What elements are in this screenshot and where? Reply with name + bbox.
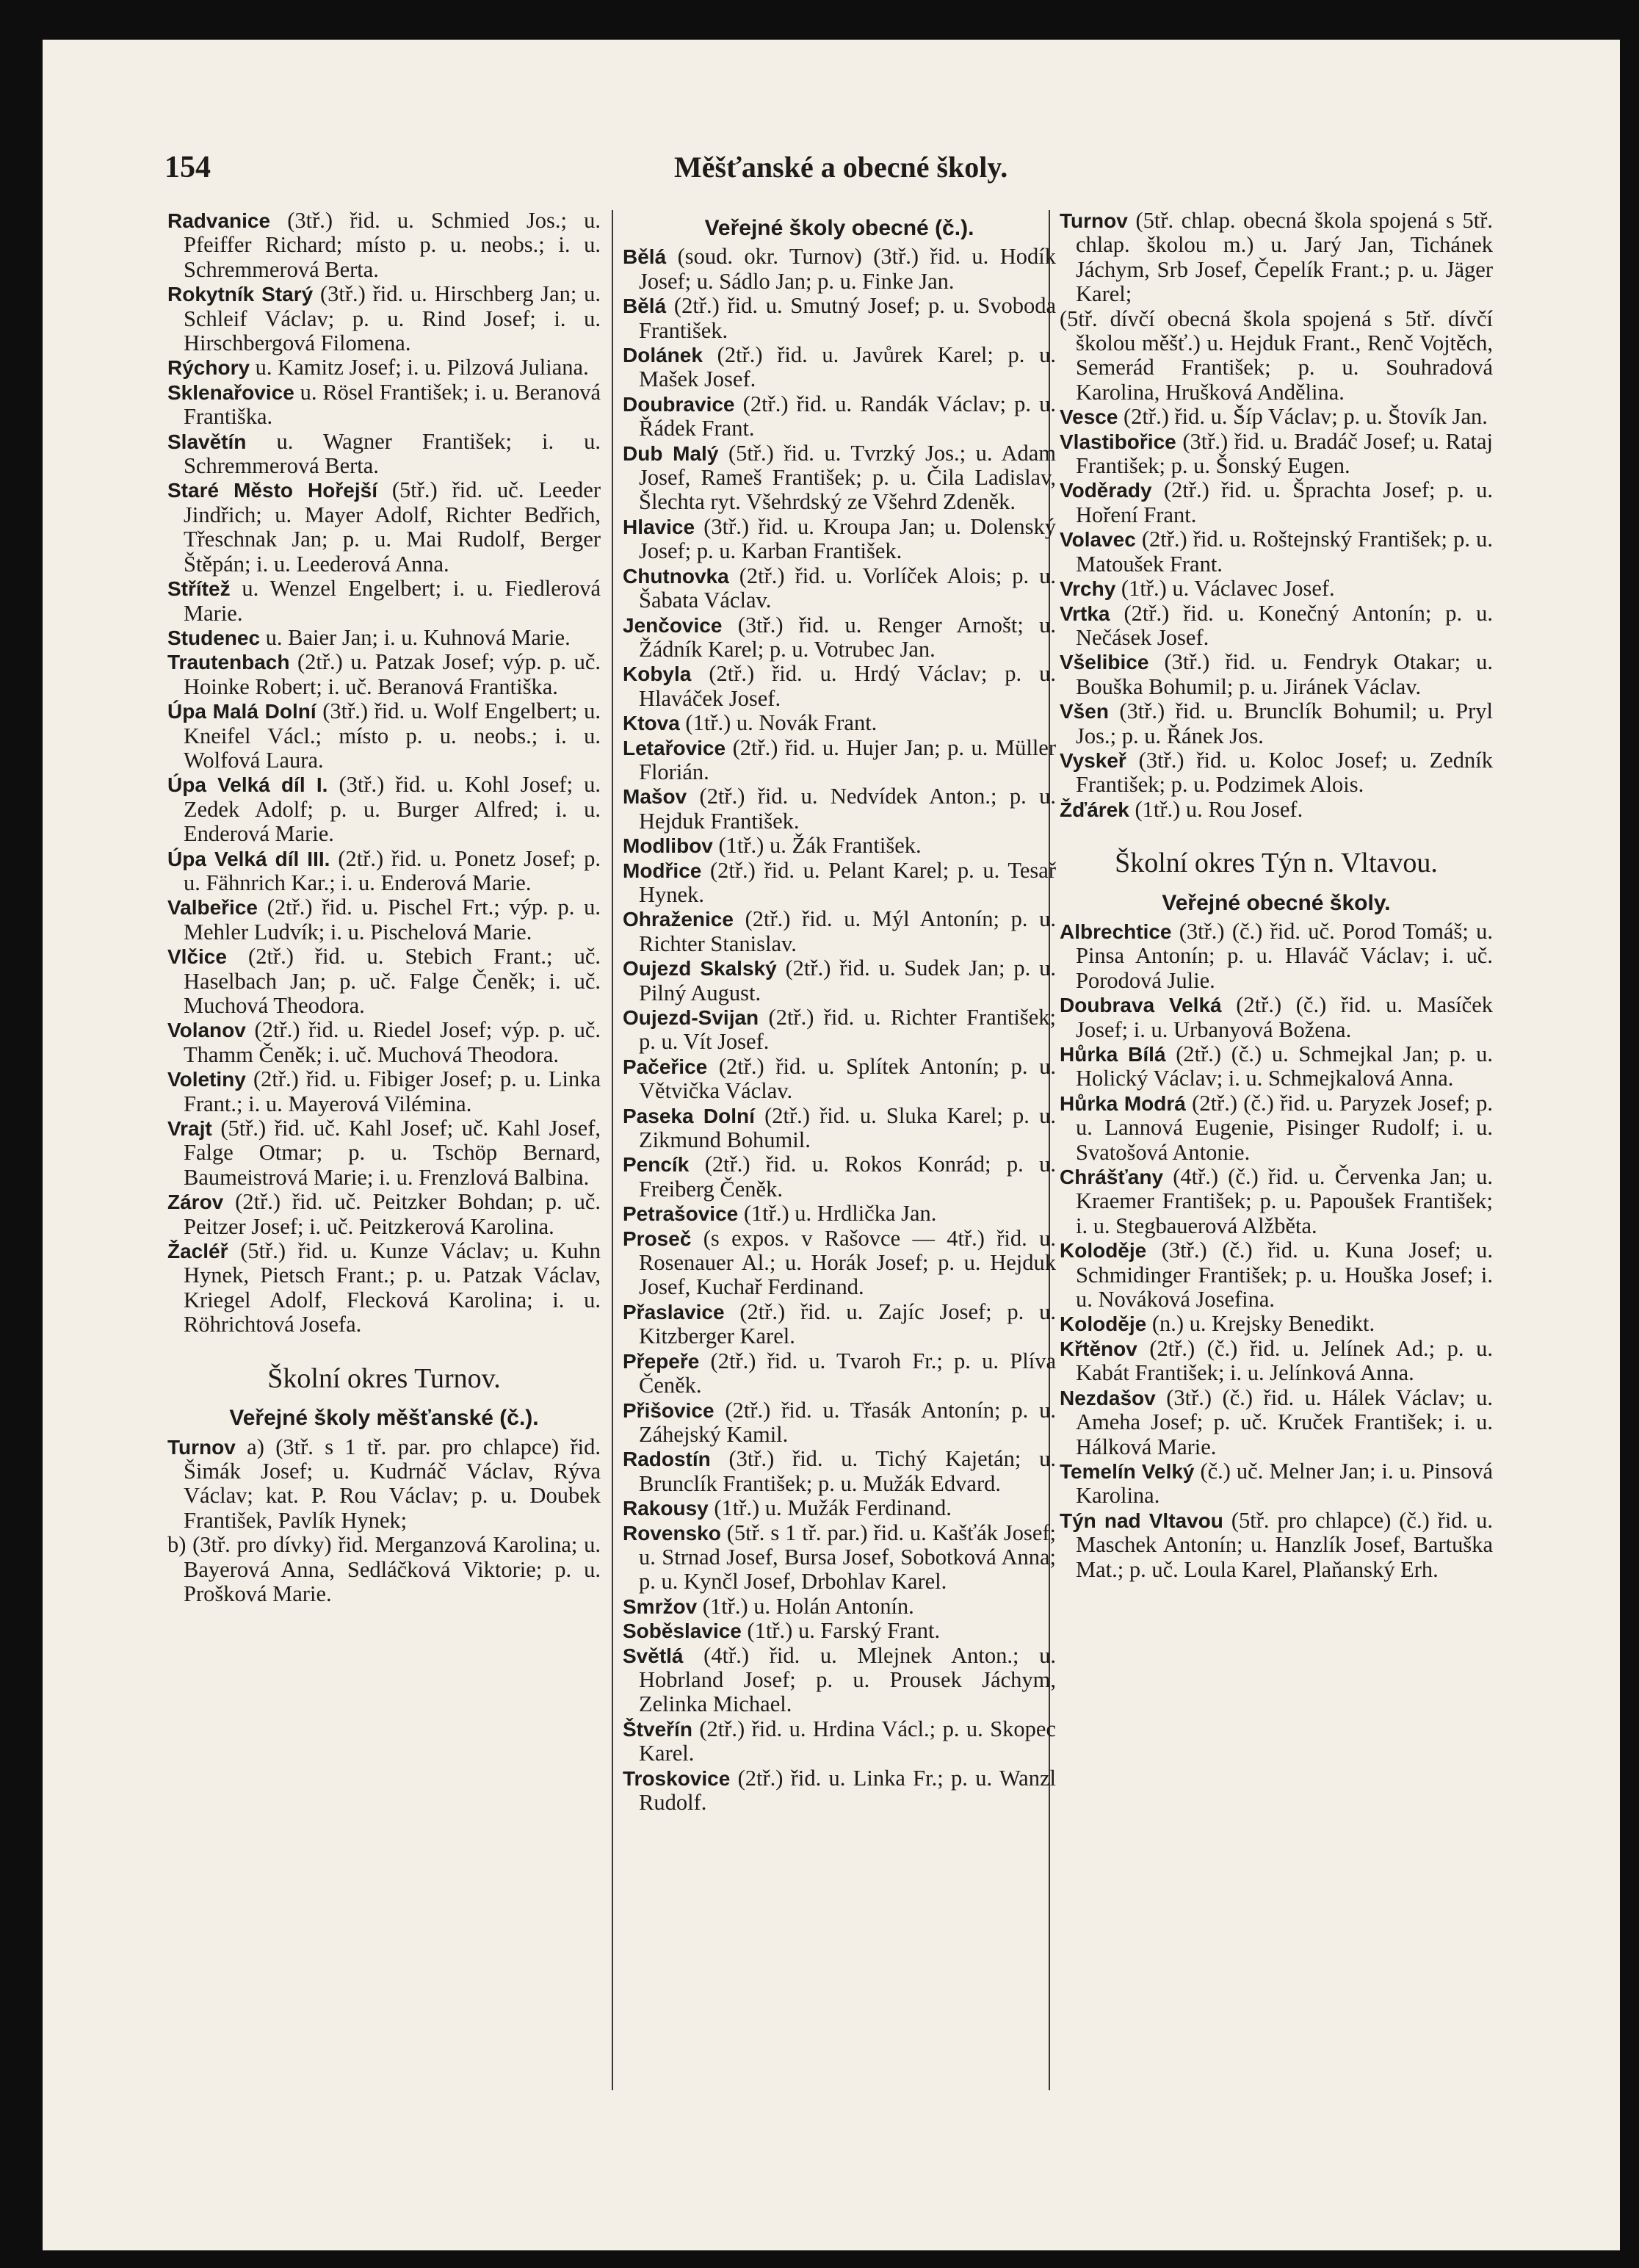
directory-entry — [623, 859, 1056, 908]
directory-entry — [1060, 478, 1493, 527]
entry-text: (2tř.) (č.) řid. u. Jelínek Ad.; p. u. Kabát František; i. u. Jelínková Anna. — [1076, 1335, 1493, 1386]
directory-entry — [1060, 650, 1493, 699]
entry-text: (5tř. s 1 tř. par.) řid. u. Kašťák Josef; u. Strnad Josef, Bursa Josef, Sobotková Anna; p. u. Kynčl Josef, Drbohlav Karel. — [639, 1520, 1056, 1595]
place-name: Volanov — [167, 1019, 246, 1042]
place-name: Kobyla — [623, 662, 692, 686]
place-name: Rokytník Starý — [167, 283, 314, 306]
place-name: Rovensko — [623, 1521, 721, 1545]
directory-entry — [623, 834, 1056, 858]
directory-entry — [623, 736, 1056, 785]
directory-entry — [167, 209, 601, 282]
directory-entry — [623, 1055, 1056, 1104]
entry-text: (2tř.) (č.) řid. u. Paryzek Josef; p. u. Lannová Eugenie, Pisinger Rudolf; i. u. Svatošová Antonie. — [1076, 1090, 1493, 1165]
directory-entry — [623, 1644, 1056, 1717]
place-name: Bělá — [623, 295, 667, 318]
directory-entry — [1060, 1091, 1493, 1165]
place-name: Jenčovice — [623, 613, 723, 637]
entry-text: (2tř.) řid. u. Nedvídek Anton.; p. u. Hejduk František. — [639, 784, 1056, 834]
entry-text: (2tř.) řid. u. Zajíc Josef; p. u. Kitzberger Karel. — [639, 1299, 1056, 1349]
place-name: Světlá — [623, 1644, 684, 1667]
place-name: Proseč — [623, 1227, 692, 1250]
entry-text: (3tř.) řid. u. Koloc Josef; u. Zedník František; p. u. Podzimek Alois. — [1076, 747, 1493, 798]
place-name: Chrášťany — [1060, 1166, 1164, 1189]
entry-text: (2tř.) řid. u. Hujer Jan; p. u. Müller Florián. — [639, 734, 1056, 784]
entry-text: (3tř.) řid. u. Brunclík Bohumil; u. Pryl Jos.; p. u. Řánek Jos. — [1076, 698, 1493, 748]
entry-text: (1tř.) u. Farský Frant. — [741, 1618, 941, 1644]
entry-text: (2tř.) řid. u. Vorlíček Alois; p. u. Šabata Václav. — [639, 563, 1056, 613]
directory-entry — [167, 895, 601, 945]
place-name: Týn nad Vltavou — [1060, 1509, 1223, 1532]
entry-text: u. Baier Jan; i. u. Kuhnová Marie. — [260, 624, 571, 650]
entry-text: (2tř.) (č.) řid. u. Masíček Josef; i. u. Urbanyová Božena. — [1076, 992, 1493, 1042]
place-name: Radostín — [623, 1448, 711, 1471]
entry-text: (soud. okr. Turnov) (3tř.) řid. u. Hodík Josef; u. Sádlo Jan; p. u. Finke Jan. — [639, 244, 1056, 294]
place-name: Volavec — [1060, 528, 1136, 552]
entry-text: (2tř.) řid. u. Tvaroh Fr.; p. u. Plíva Čeněk. — [639, 1348, 1056, 1398]
directory-entry — [623, 1766, 1056, 1816]
directory-entry — [623, 343, 1056, 392]
entry-text: u. Wagner František; i. u. Schremmerová Berta. — [184, 428, 601, 479]
entry-text: (2tř.) řid. u. Hrdina Václ.; p. u. Skopec Karel. — [639, 1716, 1056, 1766]
place-name: Žďárek — [1060, 798, 1129, 821]
place-name: Hůrka Bílá — [1060, 1043, 1166, 1066]
column-divider — [612, 210, 613, 2090]
place-name: Střítež — [167, 577, 231, 601]
place-name: Sklenařovice — [167, 380, 294, 404]
entry-text: (3tř.) řid. u. Fendryk Otakar; u. Bouška Bohumil; p. u. Jiránek Václav. — [1076, 649, 1493, 699]
place-name: Voletiny — [167, 1068, 246, 1091]
directory-entry — [167, 1018, 601, 1067]
entry-text: (2tř.) řid. u. Randák Václav; p. u. Řádek Frant. — [639, 391, 1056, 441]
directory-entry — [1060, 602, 1493, 651]
directory-entry — [1060, 307, 1493, 405]
place-name: Oujezd Skalský — [623, 957, 777, 980]
entry-text: (5tř.) řid. u. Kunze Václav; u. Kuhn Hynek, Pietsch Frant.; p. u. Patzak Václav, Kriegel Adolf, Flecková Karolina; i. u. Röhrichtová Josefa. — [184, 1238, 601, 1337]
entry-text: (3tř.) řid. u. Bradáč Josef; u. Rataj František; p. u. Šonský Eugen. — [1076, 428, 1493, 479]
entry-text: (2tř.) řid. u. Sluka Karel; p. u. Zikmund Bohumil. — [639, 1102, 1056, 1153]
place-name: Úpa Malá Dolní — [167, 700, 316, 723]
place-name: Hlavice — [623, 515, 695, 538]
entry-text: (3tř.) řid. u. Kroupa Jan; u. Dolenský Josef; p. u. Karban František. — [639, 513, 1056, 564]
place-name: Ohraženice — [623, 908, 734, 931]
place-name: Studenec — [167, 626, 261, 649]
directory-entry — [623, 1300, 1056, 1349]
entry-text: (3tř.) řid. u. Hirschberg Jan; u. Schleif Václav; p. u. Rind Josef; i. u. Hirschbergová Filomena. — [184, 281, 601, 356]
entry-text: (2tř.) řid. u. Šprachta Josef; p. u. Hoření Frant. — [1076, 477, 1493, 527]
page-number: 154 — [164, 151, 211, 184]
place-name: Všen — [1060, 700, 1109, 723]
entry-text: a) (3tř. s 1 tř. par. pro chlapce) řid. Šimák Josef; u. Kudrnáč Václav, Rýva Václav; kat. P. Rou Václav; p. u. Doubek František, Pavlík Hynek; — [184, 1434, 601, 1533]
place-name: Přišovice — [623, 1398, 714, 1422]
place-name: Bělá — [623, 245, 667, 269]
entry-text: (2tř.) řid. u. Konečný Antonín; p. u. Nečásek Josef. — [1076, 600, 1493, 650]
entry-text: (2tř.) řid. u. Pischel Frt.; výp. p. u. Mehler Ludvík; i. u. Pischelová Marie. — [184, 895, 601, 945]
place-name: Dolánek — [623, 344, 703, 367]
entry-text: (3tř.) řid. u. Renger Arnošt; u. Žádník Karel; p. u. Votrubec Jan. — [639, 612, 1056, 662]
directory-entry — [623, 515, 1056, 564]
directory-entry — [623, 711, 1056, 735]
place-name: Albrechtice — [1060, 920, 1172, 943]
entry-text: (1tř.) u. Novák Frant. — [679, 710, 878, 736]
directory-entry — [1060, 1386, 1493, 1459]
directory-entry — [167, 577, 601, 626]
directory-entry — [623, 1152, 1056, 1202]
place-name: Štveřín — [623, 1717, 692, 1741]
directory-entry — [1060, 1459, 1493, 1509]
directory-entry — [623, 1521, 1056, 1595]
entry-text: (3tř.) (č.) řid. u. Hálek Václav; u. Ameha Josef; p. uč. Kruček František; i. u. Hálková Marie. — [1076, 1384, 1493, 1459]
directory-entry — [623, 907, 1056, 956]
entry-text: (1tř.) u. Žák František. — [712, 833, 922, 859]
entry-text: (3tř.) řid. u. Schmied Jos.; u. Pfeiffer Richard; místo p. u. neobs.; i. u. Schremmerová Berta. — [184, 208, 601, 282]
place-name: Turnov — [167, 1435, 236, 1459]
entry-text: (2tř.) řid. u. Fibiger Josef; p. u. Linka Frant.; i. u. Mayerová Vilémina. — [184, 1066, 601, 1116]
entry-text: b) (3tř. pro dívky) řid. Merganzová Karolina; u. Bayerová Anna, Sedláčková Viktorie; p. u. Prošková Marie. — [167, 1532, 601, 1606]
place-name: Vrajt — [167, 1117, 212, 1141]
entry-text: (1tř.) u. Václavec Josef. — [1115, 576, 1335, 602]
directory-entry — [167, 626, 601, 650]
place-name: Pačeřice — [623, 1055, 708, 1078]
directory-entry — [1060, 405, 1493, 429]
district-heading: Školní okres Turnov. — [267, 1362, 501, 1394]
directory-entry — [623, 564, 1056, 613]
entry-text: (4tř.) řid. u. Mlejnek Anton.; u. Hobrland Josef; p. u. Prousek Jáchym, Zelinka Michael. — [639, 1642, 1056, 1717]
place-name: Pencík — [623, 1153, 690, 1177]
directory-entry — [623, 613, 1056, 662]
directory-entry — [1060, 1337, 1493, 1386]
directory-entry — [167, 699, 601, 773]
directory-entry — [1060, 798, 1493, 822]
entry-text: (3tř.) (č.) řid. uč. Porod Tomáš; u. Pinsa Antonín; p. u. Hlaváč Václav; i. uč. Porodová Julie. — [1076, 918, 1493, 993]
book-page — [43, 40, 1620, 2250]
place-name: Doubravice — [623, 392, 735, 416]
directory-entry — [623, 956, 1056, 1005]
entry-text: (5tř. chlap. obecná škola spojená s 5tř. chlap. školou m.) u. Jarý Jan, Tichánek Jáchym, Srb Josef, Čepelík Frant.; p. u. Jäger Karel; — [1076, 208, 1493, 307]
directory-entry — [623, 662, 1056, 711]
entry-text: (s expos. v Rašovce — 4tř.) řid. u. Rosenauer Al.; u. Horák Josef; p. u. Hejduk Josef, Kuchař Ferdinand. — [639, 1225, 1056, 1300]
entry-text: (2tř.) (č.) u. Schmejkal Jan; p. u. Holický Václav; i. u. Schmejkalová Anna. — [1076, 1041, 1494, 1091]
place-name: Temelín Velký — [1060, 1459, 1195, 1483]
directory-entry — [1060, 920, 1493, 993]
entry-text: (5tř. pro chlapce) (č.) řid. u. Maschek Antonín; u. Hanzlík Josef, Bartuška Mat.; p. uč. Loula Karel, Plaňanský Erh. — [1076, 1507, 1493, 1582]
entry-text: (č.) uč. Melner Jan; i. u. Pinsová Karolina. — [1076, 1458, 1493, 1509]
directory-entry — [167, 1190, 601, 1239]
directory-entry — [167, 650, 601, 699]
place-name: Slavětín — [167, 430, 247, 453]
entry-text: (1tř.) u. Hrdlička Jan. — [738, 1201, 937, 1227]
entry-text: (2tř.) řid. u. Roštejnský František; p. u. Matoušek Frant. — [1076, 527, 1493, 577]
entry-text: (1tř.) u. Mužák Ferdinand. — [708, 1495, 952, 1521]
place-name: Křtěnov — [1060, 1337, 1137, 1360]
entry-text: u. Rösel František; i. u. Beranová Františka. — [184, 379, 601, 430]
directory-entry — [623, 1496, 1056, 1520]
place-name: Smržov — [623, 1595, 698, 1618]
directory-entry — [623, 1619, 1056, 1643]
place-name: Ktova — [623, 712, 680, 735]
directory-entry — [1060, 1509, 1493, 1582]
place-name: Přaslavice — [623, 1300, 725, 1323]
directory-entry — [167, 1116, 601, 1190]
place-name: Troskovice — [623, 1766, 731, 1790]
directory-entry — [1060, 430, 1493, 479]
column-3 — [1060, 209, 1493, 1582]
place-name: Všelibice — [1060, 651, 1149, 674]
place-name: Vesce — [1060, 405, 1118, 429]
directory-entry — [167, 1533, 601, 1606]
directory-entry — [1060, 1042, 1493, 1091]
place-name: Chutnovka — [623, 564, 729, 588]
entry-text: (1tř.) u. Rou Josef. — [1129, 796, 1303, 822]
entry-text: (2tř.) řid. u. Riedel Josef; výp. p. uč. Thamm Čeněk; i. uč. Muchová Theodora. — [184, 1017, 601, 1067]
directory-entry — [623, 245, 1056, 294]
entry-text: (2tř.) u. Patzak Josef; výp. p. uč. Hoinke Robert; i. uč. Beranová Františka. — [184, 649, 601, 699]
entry-text: (2tř.) řid. u. Linka Fr.; p. u. Wanzl Rudolf. — [639, 1765, 1056, 1815]
directory-entry — [1060, 527, 1493, 577]
directory-entry — [1060, 993, 1493, 1042]
running-title: Měšťanské a obecné školy. — [674, 151, 1008, 184]
directory-entry — [167, 945, 601, 1018]
entry-text: (3tř.) (č.) řid. u. Kuna Josef; u. Schmidinger František; p. u. Houška Josef; i. u. Nováková Josefina. — [1076, 1238, 1493, 1312]
directory-entry — [1060, 209, 1493, 307]
place-name: Mašov — [623, 785, 687, 809]
place-name: Dub Malý — [623, 441, 719, 465]
entry-text: (3tř.) řid. u. Tichý Kajetán; u. Brunclík František; p. u. Mužák Edvard. — [639, 1446, 1056, 1496]
entry-text: (2tř.) řid. u. Třasák Antonín; p. u. Záhejský Kamil. — [639, 1397, 1056, 1447]
place-name: Vrtka — [1060, 602, 1110, 625]
place-name: Rakousy — [623, 1497, 709, 1520]
place-name: Zárov — [167, 1191, 224, 1214]
entry-text: (2tř.) řid. u. Javůrek Karel; p. u. Mašek Josef. — [639, 342, 1056, 392]
place-name: Nezdašov — [1060, 1386, 1156, 1409]
directory-entry — [167, 355, 601, 380]
directory-entry — [623, 1202, 1056, 1226]
place-name: Oujezd-Svijan — [623, 1006, 759, 1029]
entry-text: (2tř.) řid. u. Smutný Josef; p. u. Svoboda František. — [639, 293, 1056, 343]
place-name: Koloděje — [1060, 1239, 1147, 1263]
place-name: Vlčice — [167, 945, 227, 969]
directory-entry — [623, 1398, 1056, 1448]
entry-text: (2tř.) řid. u. Richter František; p. u. Vít Josef. — [639, 1005, 1056, 1055]
entry-text: (2tř.) řid. u. Stebich Frant.; uč. Haselbach Jan; p. uč. Falge Čeněk; i. uč. Muchová Theodora. — [184, 944, 601, 1018]
place-name: Modlibov — [623, 834, 713, 858]
entry-text: (5tř.) řid. uč. Kahl Josef; uč. Kahl Josef, Falge Otmar; p. u. Tschöp Bernard, Baumeistrová Marie; i. u. Frenzlová Balbina. — [184, 1116, 601, 1190]
entry-text: (5tř. dívčí obecná škola spojená s 5tř. dívčí školou měšť.) u. Hejduk Frant., Renč Vojtěch, Semerád František; p. u. Souhradová Karolina, Hrušková Andělina. — [1060, 306, 1493, 405]
entry-text: (2tř.) řid. u. Splítek Antonín; p. u. Větvička Václav. — [639, 1053, 1056, 1104]
place-name: Voděrady — [1060, 479, 1152, 502]
directory-entry — [623, 1717, 1056, 1766]
directory-entry — [167, 773, 601, 846]
directory-entry — [623, 294, 1056, 343]
directory-entry — [623, 441, 1056, 515]
directory-entry — [167, 847, 601, 896]
place-name: Úpa Velká díl I. — [167, 773, 328, 797]
directory-entry — [623, 1005, 1056, 1055]
directory-entry — [1060, 748, 1493, 798]
entry-text: (5tř.) řid. u. Tvrzký Jos.; u. Adam Josef, Rameš František; p. u. Čila Ladislav, Šlechta ryt. Všehrdský ze Všehrd Zdeněk. — [639, 440, 1056, 515]
place-name: Vlastibořice — [1060, 430, 1176, 453]
place-name: Doubrava Velká — [1060, 994, 1222, 1017]
district-heading: Školní okres Týn n. Vltavou. — [1115, 848, 1438, 879]
entry-text: (2tř.) řid. u. Hrdý Václav; p. u. Hlaváček Josef. — [639, 661, 1056, 711]
entry-text: (2tř.) řid. u. Pelant Karel; p. u. Tesař Hynek. — [639, 857, 1056, 907]
entry-text: (2tř.) řid. u. Sudek Jan; p. u. Pilný August. — [639, 956, 1056, 1005]
directory-entry — [167, 1435, 601, 1534]
directory-entry — [167, 478, 601, 577]
place-name: Úpa Velká díl III. — [167, 847, 330, 870]
directory-entry — [167, 1239, 601, 1337]
entry-text: (5tř.) řid. uč. Leeder Jindřich; u. Mayer Adolf, Richter Bedřich, Třeschnak Jan; p. u. Mai Rudolf, Berger Štěpán; i. u. Leederová Anna. — [184, 477, 601, 577]
place-name: Žacléř — [167, 1240, 228, 1263]
place-name: Radvanice — [167, 209, 271, 232]
directory-entry — [623, 1595, 1056, 1619]
directory-entry — [167, 380, 601, 430]
directory-entry — [167, 1067, 601, 1116]
entry-text: (2tř.) řid. uč. Peitzker Bohdan; p. uč. Peitzer Josef; i. uč. Peitzkerová Karolina. — [184, 1189, 601, 1239]
place-name: Letařovice — [623, 736, 726, 759]
place-name: Paseka Dolní — [623, 1104, 755, 1127]
place-name: Turnov — [1060, 209, 1128, 232]
place-name: Hůrka Modrá — [1060, 1091, 1186, 1115]
entry-text: (3tř.) řid. u. Kohl Josef; u. Zedek Adolf; p. u. Burger Alfred; i. u. Enderová Marie. — [184, 772, 601, 847]
directory-entry — [167, 282, 601, 355]
place-name: Valbeřice — [167, 896, 258, 920]
place-name: Staré Město Hořejší — [167, 479, 377, 502]
place-name: Vyskeř — [1060, 748, 1126, 772]
entry-text: u. Wenzel Engelbert; i. u. Fiedlerová Marie. — [184, 576, 601, 626]
place-name: Rýchory — [167, 356, 250, 380]
directory-entry — [623, 1104, 1056, 1153]
directory-entry — [623, 1349, 1056, 1398]
directory-entry — [623, 392, 1056, 441]
entry-text: (4tř.) (č.) řid. u. Červenka Jan; u. Kraemer František; p. u. Papoušek František; i. u. Stegbauerová Alžběta. — [1076, 1164, 1493, 1238]
place-name: Petrašovice — [623, 1202, 739, 1226]
directory-entry — [1060, 1312, 1493, 1336]
section-heading: Veřejné obecné školy. — [1162, 890, 1391, 915]
directory-entry — [623, 1227, 1056, 1300]
section-heading: Veřejné školy obecné (č.). — [704, 216, 974, 240]
entry-text: (2tř.) řid. u. Rokos Konrád; p. u. Freiberg Čeněk. — [639, 1152, 1056, 1202]
place-name: Koloděje — [1060, 1312, 1147, 1336]
directory-entry — [623, 1447, 1056, 1496]
entry-text: (2tř.) řid. u. Mýl Antonín; p. u. Richter Stanislav. — [639, 906, 1056, 956]
place-name: Modřice — [623, 859, 702, 882]
directory-entry — [623, 784, 1056, 834]
place-name: Trautenbach — [167, 651, 290, 674]
column-1 — [167, 209, 601, 1606]
entry-text: (2tř.) řid. u. Ponetz Josef; p. u. Fähnrich Kar.; i. u. Enderová Marie. — [184, 845, 601, 895]
directory-entry — [1060, 1165, 1493, 1238]
directory-entry — [167, 430, 601, 479]
entry-text: u. Kamitz Josef; i. u. Pilzová Juliana. — [250, 355, 589, 380]
place-name: Soběslavice — [623, 1619, 742, 1643]
entry-text: (n.) u. Krejsky Benedikt. — [1146, 1311, 1375, 1337]
directory-entry — [1060, 1238, 1493, 1312]
directory-entry — [1060, 577, 1493, 601]
entry-text: (1tř.) u. Holán Antonín. — [697, 1593, 914, 1619]
entry-text: (2tř.) řid. u. Šíp Václav; p. u. Štovík Jan. — [1118, 404, 1488, 430]
place-name: Vrchy — [1060, 577, 1116, 601]
page-header — [43, 150, 1620, 194]
place-name: Přepeře — [623, 1349, 700, 1373]
entry-text: (3tř.) řid. u. Wolf Engelbert; u. Kneifel Václ.; místo p. u. neobs.; i. u. Wolfová Laura. — [184, 698, 601, 773]
column-2 — [623, 209, 1056, 1815]
directory-entry — [1060, 699, 1493, 748]
section-heading: Veřejné školy měšťanské (č.). — [229, 1406, 539, 1431]
